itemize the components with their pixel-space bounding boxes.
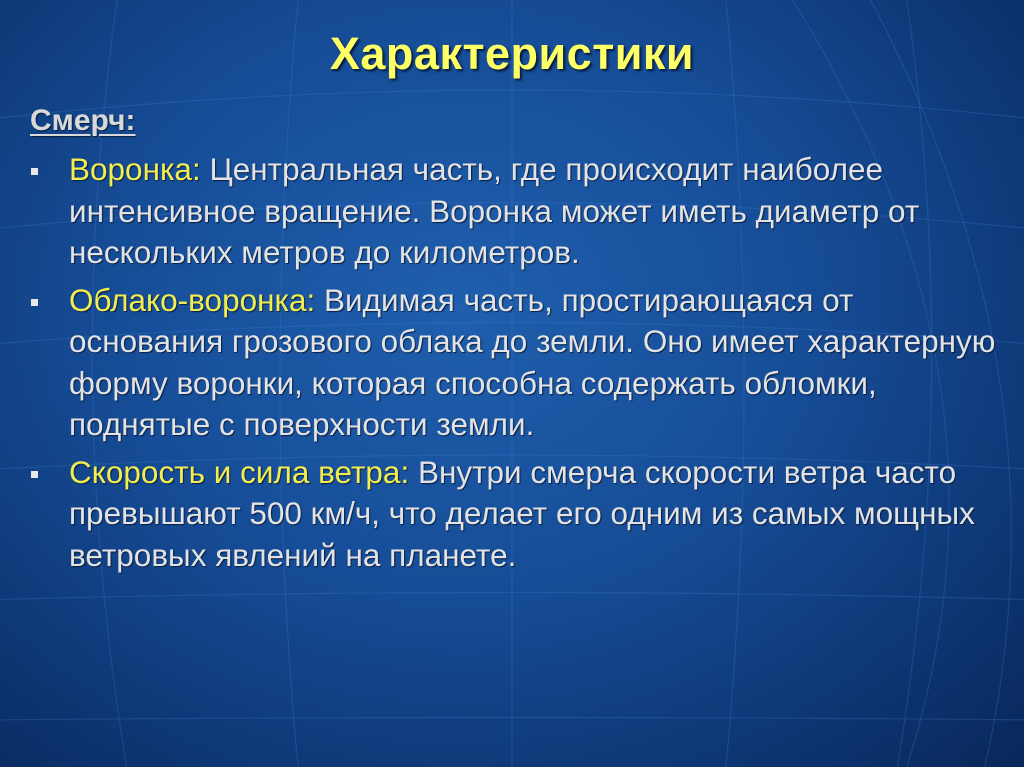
list-item-funnel [28,149,998,274]
subtitle: Смерч: [30,104,136,137]
item-text: Центральная часть, где происходит наиболее интенсивное вращение. Воронка может иметь диаметр от нескольких метров до километров. [69,151,920,270]
square-bullet-icon [31,471,38,478]
item-text: Внутри смерча скорости ветра часто превышают 500 км/ч, что делает его одним из самых мощных ветровых явлений на планете. [69,453,975,573]
list-item-funnel-cloud [28,280,998,446]
slide-title: Характеристики [329,28,695,79]
characteristics-list [28,149,998,582]
item-term: Облако-воронка: [69,281,316,318]
item-term: Скорость и сила ветра: [69,453,410,490]
item-text: Видимая часть, простирающаяся от основания грозового облака до земли. Оно имеет характерную форму воронки, которая способна содержать обломки, поднятые с поверхности земли. [69,281,996,442]
item-term: Воронка: [69,151,201,187]
square-bullet-icon [31,168,38,175]
square-bullet-icon [31,299,38,306]
list-item-wind-speed [28,452,998,577]
